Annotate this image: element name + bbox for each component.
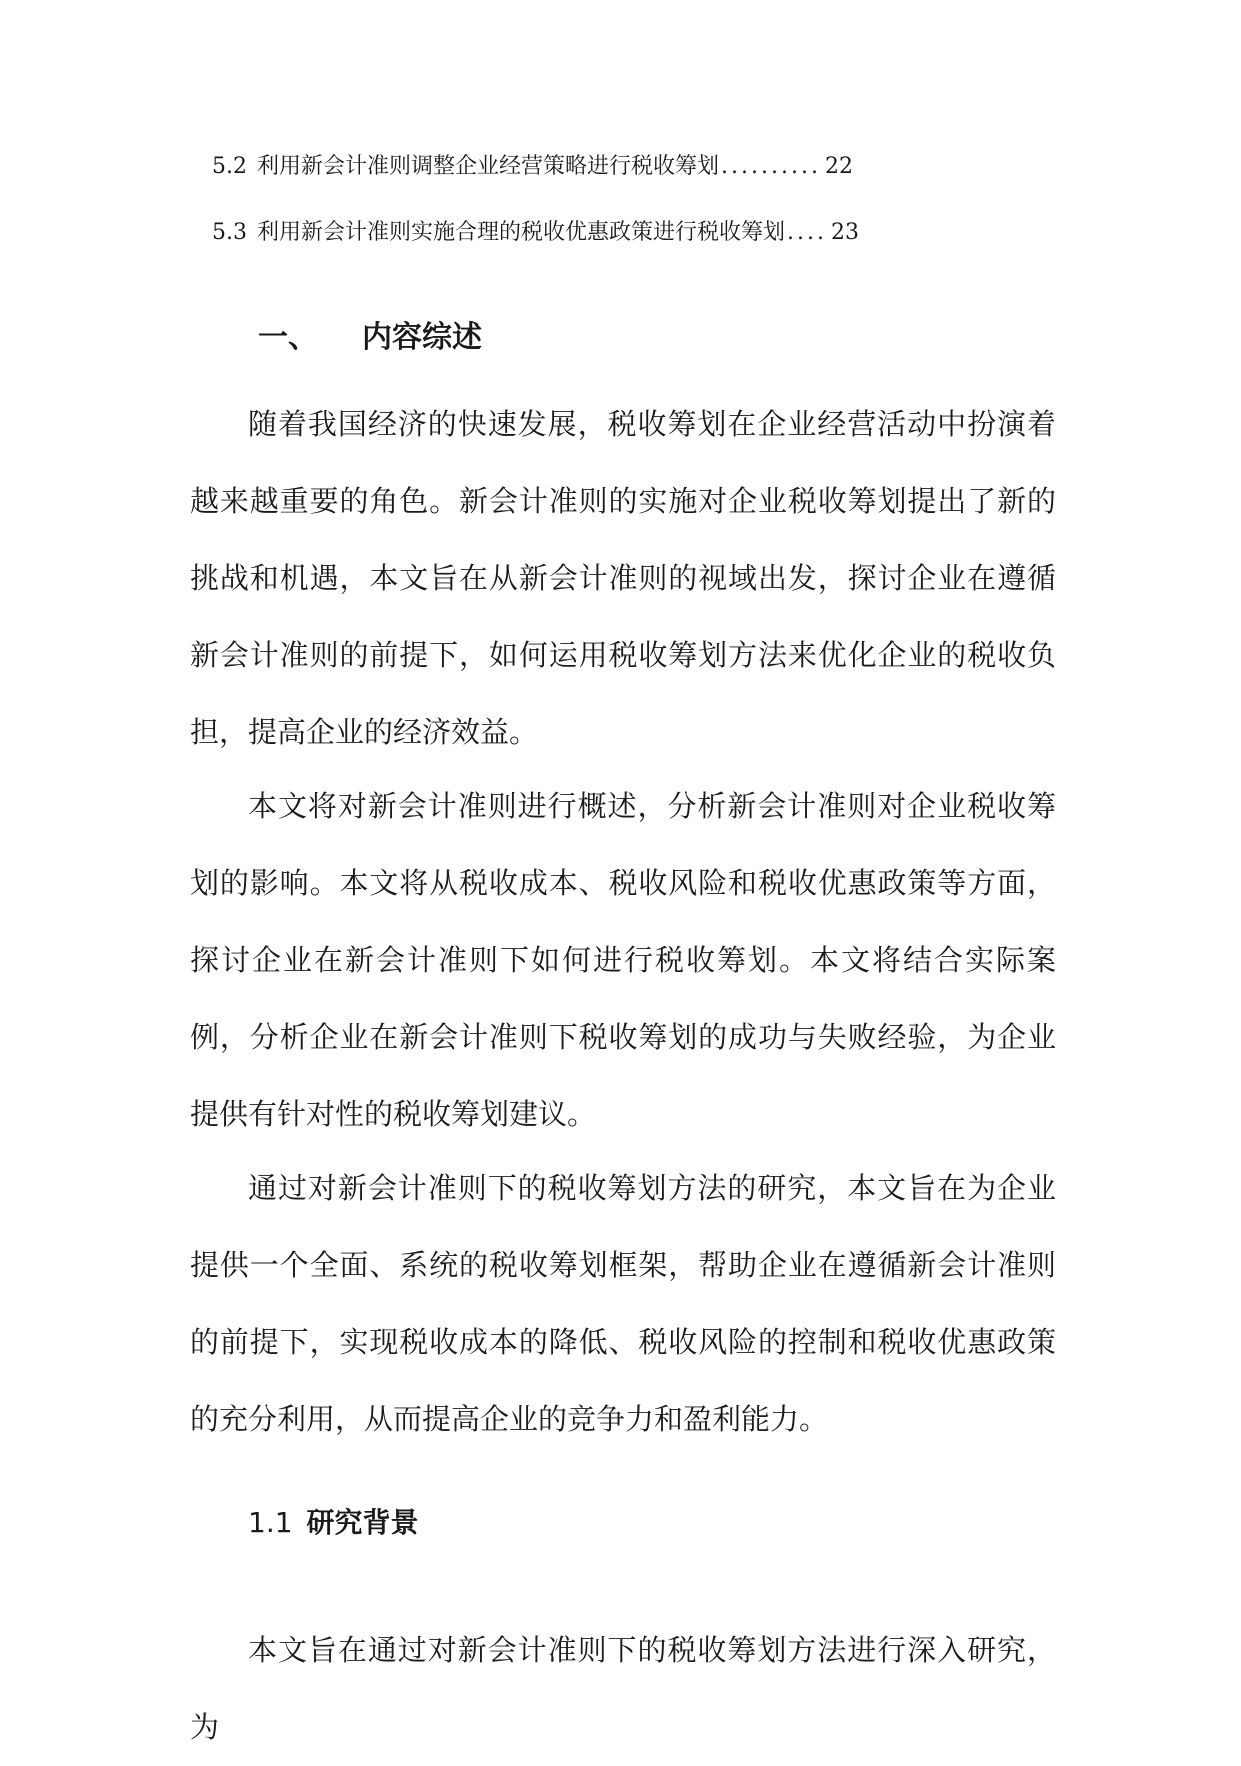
section-title: 内容综述 (362, 320, 482, 355)
body-paragraph: 本文将对新会计准则进行概述，分析新会计准则对企业税收筹划的影响。本文将从税收成本、税收风险和税收优惠政策等方面，探讨企业在新会计准则下如何进行税收筹划。本文将结合实际案例，分析企业在新会计准则下税收筹划的成功与失败经验，为企业提供有针对性的税收筹划建议。 (190, 789, 1056, 1131)
subsection-heading (248, 1503, 419, 1543)
toc-entry-leader: .... (787, 220, 827, 245)
toc-entry-number: 5.2 (212, 154, 247, 179)
body-paragraph: 本文旨在通过对新会计准则下的税收筹划方法进行深入研究，为 (190, 1633, 1056, 1744)
toc-entry[interactable] (212, 218, 942, 248)
section-number: 一、 (258, 320, 318, 355)
section-heading (258, 318, 482, 358)
toc-entry-title: 利用新会计准则实施合理的税收优惠政策进行税收筹划 (257, 220, 786, 245)
toc-entry[interactable] (212, 152, 942, 182)
subsection-number: 1.1 (248, 1506, 293, 1539)
subsection-title: 研究背景 (306, 1506, 419, 1539)
toc-entry-leader: .......... (721, 154, 821, 179)
toc-entry-title: 利用新会计准则调整企业经营策略进行税收筹划 (257, 154, 720, 179)
toc-entry-number: 5.3 (212, 220, 247, 245)
body-paragraph: 通过对新会计准则下的税收筹划方法的研究，本文旨在为企业提供一个全面、系统的税收筹划框架，帮助企业在遵循新会计准则的前提下，实现税收成本的降低、税收风险的控制和税收优惠政策的充分利用，从而提高企业的竞争力和盈利能力。 (190, 1171, 1056, 1436)
toc-entry-page: 22 (824, 154, 853, 179)
toc-entry-page: 23 (831, 220, 859, 245)
body-paragraph: 随着我国经济的快速发展，税收筹划在企业经营活动中扮演着越来越重要的角色。新会计准则的实施对企业税收筹划提出了新的挑战和机遇，本文旨在从新会计准则的视域出发，探讨企业在遵循新会计准则的前提下，如何运用税收筹划方法来优化企业的税收负担，提高企业的经济效益。 (190, 407, 1056, 749)
